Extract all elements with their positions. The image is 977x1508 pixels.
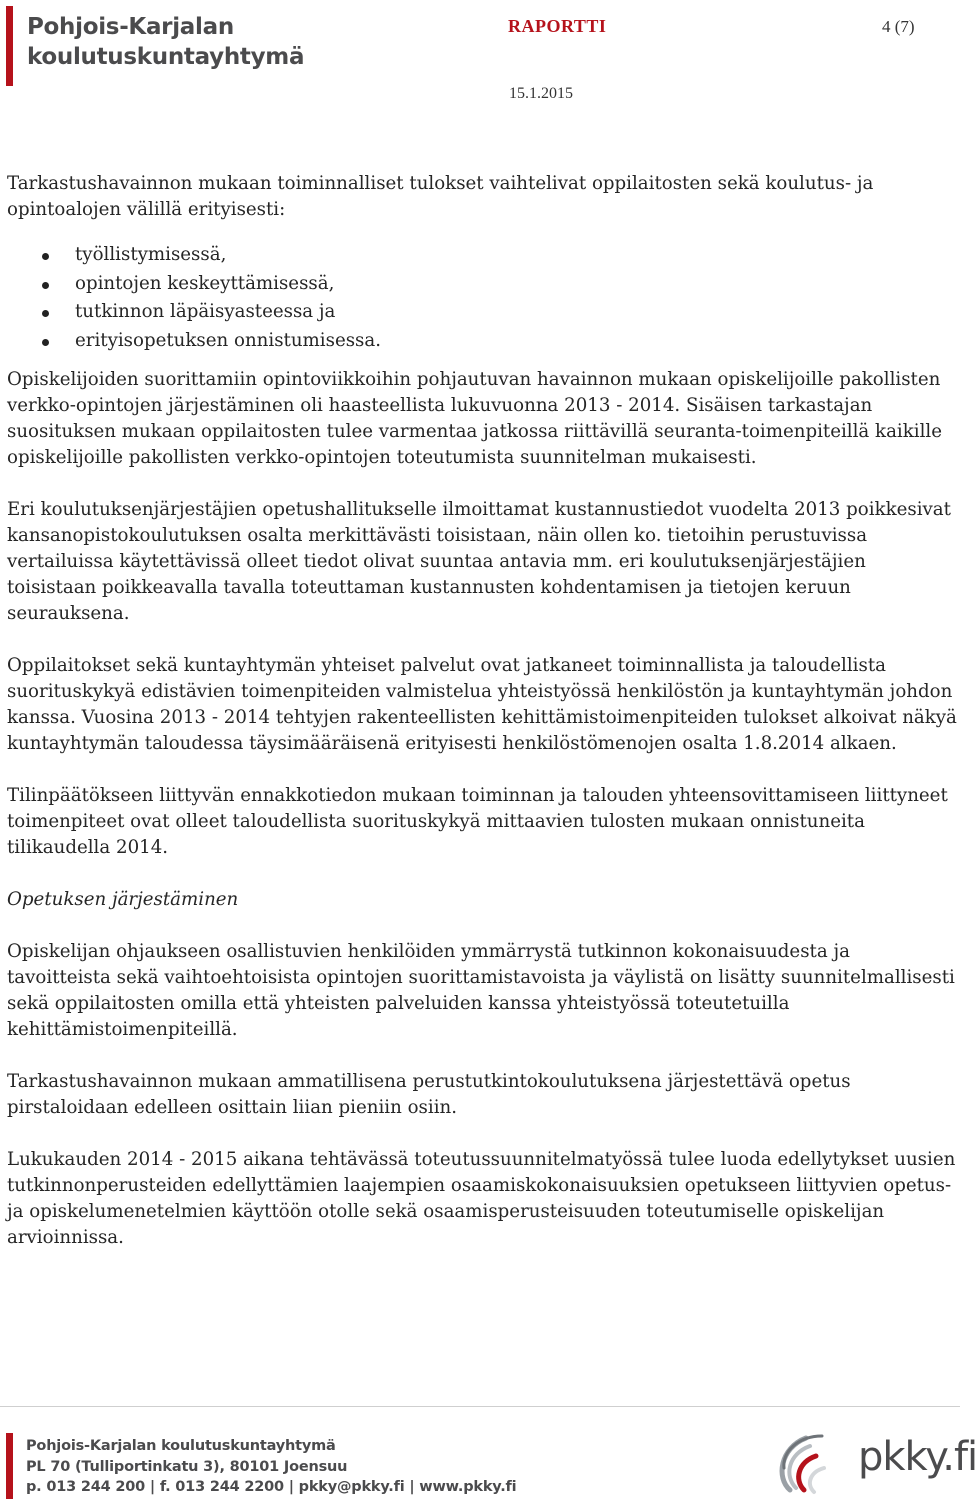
header-logo [6,6,304,86]
footer-contact-block [26,1436,516,1498]
section-heading: Opetuksen järjestäminen [7,889,239,910]
footer-red-bar [6,1433,13,1499]
report-body [7,171,957,1277]
paragraph-yhteiset-palvelut: Oppilaitokset sekä kuntayhtymän yhteiset palvelut ovat jatkaneet toiminnallista ja taloudellista suorituskykyä edistävien toimenpiteiden valmistelua yhteistyössä henkilöstön ja kuntayhtymän johdon kanssa. Vuosina 2013 - 2014 tehtyjen rakenteellisten kehittämistoimenpiteiden tulokset alkoivat näkyä kuntayhtymän taloudessa täysimääräisenä erityisesti henkilöstömenojen osalta 1.8.2014 alkaen. [7,655,957,754]
footer-divider [0,1406,960,1407]
logo-line-2: koulutuskuntayhtymä [27,44,305,70]
list-item [7,298,957,327]
footer-address: PL 70 (Tulliportinkatu 3), 80101 Joensuu [26,1458,348,1475]
paragraph-opetus: Tarkastushavainnon mukaan ammatillisena perustutkintokoulutuksena järjestettävä opetus pirstaloidaan edelleen osittain liian pieniin osiin. [7,1071,851,1118]
document-type: RAPORTTI [508,16,607,36]
bullet-icon [42,253,49,260]
list-item-text: tutkinnon läpäisyasteessa ja [75,301,336,322]
paragraph-kustannustiedot: Eri koulutuksenjärjestäjien opetushallitukselle ilmoittamat kustannustiedot vuodelta 2013 poikkesivat kansanopistokoulutuksen osalta merkittävästi toisistaan, näin ollen ko. tietoihin perustuvissa vertailuissa käytettävissä olleet tiedot olivat suuntaa antavia mm. eri koulutuksenjärjestäjien toisistaan poikkeavalla tavalla toteuttaman kustannusten kohdentamisen ja tietojen keruun seurauksena. [7,499,951,624]
paragraph-verkko-opinnot: Opiskelijoiden suorittamiin opintoviikkoihin pohjautuvan havainnon mukaan opiskelijoille pakollisten verkko-opintojen järjestäminen oli haasteellista lukuvuonna 2013 - 2014. Sisäisen tarkastajan suosituksen mukaan oppilaitosten tulee varmentaa jatkossa riittävillä seuranta-toimenpiteillä kaikille opiskelijoille pakollisten verkko-opintojen toteutumista suunnitelman mukaisesti. [7,369,942,468]
paragraph-tilinpaatos: Tilinpäätökseen liittyvän ennakkotiedon mukaan toiminnan ja talouden yhteensovittamiseen liittyneet toimenpiteet ovat olleet taloudellista suorituskykyä mittaavien tulosten mukaan onnistuneita tilikaudella 2014. [7,785,948,858]
pkky-swirl-icon [770,1428,860,1504]
paragraph-lukukausi: Lukukauden 2014 - 2015 aikana tehtävässä toteutussuunnitelmatyössä tulee luoda edellytykset uusien tutkinnonperusteiden edellyttämien laajempien osaamiskokonaisuuksien opetukseen liittyvien opetus- ja opiskelumenetelmien käyttöön otolle sekä osaamisperusteisuuden toteutumiselle opiskelijan arvioinnissa. [7,1149,956,1248]
footer-contact: p. 013 244 200 | f. 013 244 2200 | pkky@pkky.fi | www.pkky.fi [26,1479,517,1495]
list-item [7,270,957,299]
logo-wordmark [27,6,304,86]
document-date: 15.1.2015 [509,85,573,102]
intro-paragraph: Tarkastushavainnon mukaan toiminnalliset tulokset vaihtelivat oppilaitosten sekä koulutus- ja opintoalojen välillä erityisesti: [7,173,874,220]
list-item [7,327,957,356]
list-item-text: erityisopetuksen onnistumisessa. [75,329,381,351]
bullet-icon [42,282,49,289]
logo-line-1: Pohjois-Karjalan [27,14,234,40]
footer-org-name: Pohjois-Karjalan koulutuskuntayhtymä [26,1438,336,1454]
page-number: 4 (7) [882,17,915,36]
pkky-logo [770,1428,977,1504]
list-item [7,241,957,270]
list-item-text: työllistymisessä, [75,244,227,265]
bullet-icon [42,339,49,346]
bullet-list [7,241,957,355]
bullet-icon [42,310,49,317]
logo-red-bar [6,6,13,86]
footer-logo-text: pkky.fi [858,1434,977,1480]
list-item-text: opintojen keskeyttämisessä, [75,272,335,294]
paragraph-ohjaus: Opiskelijan ohjaukseen osallistuvien henkilöiden ymmärrystä tutkinnon kokonaisuudesta ja tavoitteista sekä vaihtoehtoisista opintojen suorittamistavoista ja väylistä on lisätty suunnitelmallisesti sekä oppilaitosten omilla että yhteisten palveluiden kanssa yhteistyössä toteutetuilla kehittämistoimenpiteillä. [7,941,955,1040]
